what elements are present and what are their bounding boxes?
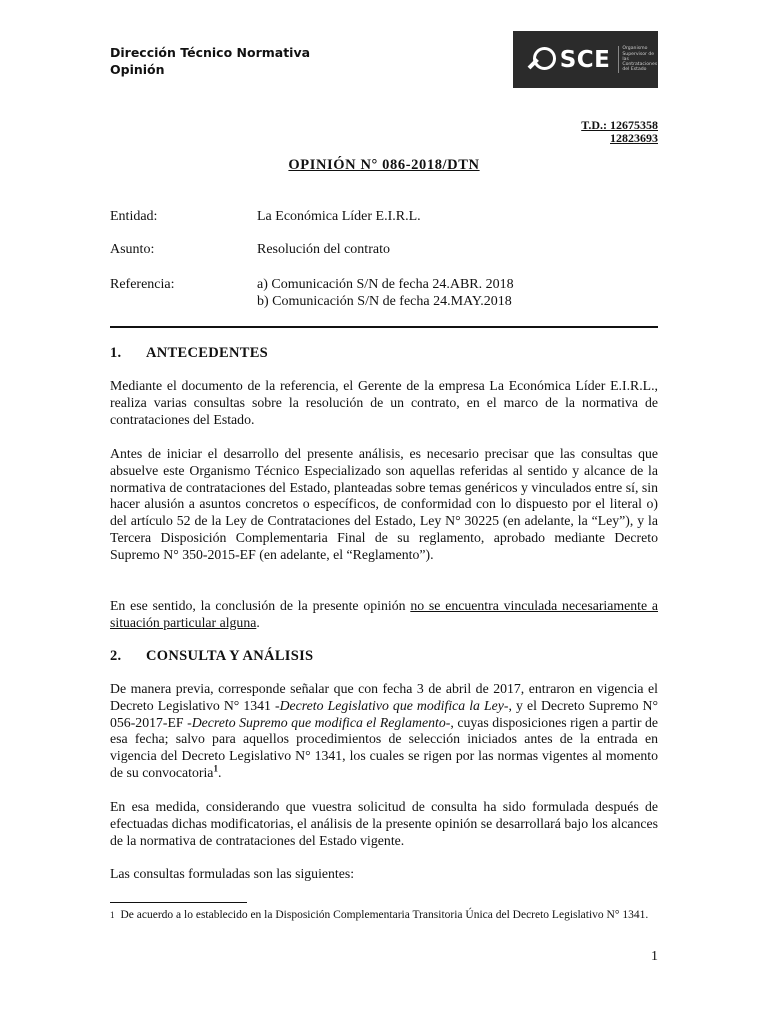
paragraph-3 (110, 598, 658, 632)
section-title: CONSULTA Y ANÁLISIS (146, 648, 314, 664)
paragraph-3-underlined: no se encuentra vinculada necesariamente a situación particular alguna (110, 598, 659, 630)
meta-value: b) Comunicación S/N de fecha 24.MAY.2018 (257, 294, 512, 309)
header-unit (110, 44, 310, 78)
unit-subname: Opinión (110, 62, 165, 77)
divider (110, 326, 658, 328)
page-number: 1 (651, 949, 658, 964)
footnote-text: De acuerdo a lo establecido en la Disposición Complementaria Transitoria Única del Decreto Legislativo N° 1341. (120, 909, 649, 921)
paragraph-4-a: De manera previa, corresponde señalar que con fecha 3 de abril de 2017, entraron en vigencia el Decreto Legislativo N° 1341 - (110, 681, 658, 713)
paragraph-4-italic-2: Decreto Supremo que modifica el Reglamento (191, 714, 446, 730)
td-line-2: 12823693 (610, 131, 658, 145)
footnote-number: 1 (110, 910, 115, 920)
logo-word: SCE (559, 46, 611, 73)
paragraph-4-italic-1: Decreto Legislativo que modifica la Ley (279, 697, 504, 713)
magnifier-icon (527, 45, 554, 75)
unit-name: Dirección Técnico Normativa (110, 45, 311, 60)
tramite-numbers (581, 119, 658, 145)
section-heading-2 (110, 648, 313, 665)
section-number: 1. (110, 345, 122, 361)
footnote-divider (110, 902, 247, 903)
paragraph-3-a: En ese sentido, la conclusión de la presente opinión (110, 598, 411, 613)
paragraph-4-c: -, cuyas disposiciones rigen a partir de esa fecha; salvo para aquellos procedimientos de selección iniciados antes de la entrada en vigencia del Decreto Legislativo N° 1341, los cuales se rigen por las normas vigentes al momento de su convocatoria (110, 714, 658, 780)
td-line-1: T.D.: 12675358 (581, 118, 658, 132)
paragraph-5: En esa medida, considerando que vuestra solicitud de consulta ha sido formulada después de efectuadas dichas modificatorias, el análisis de la presente opinión se desarrollará bajo los alcances de la normativa de contrataciones del Estado vigente. (110, 799, 658, 848)
meta-key: Referencia: (110, 277, 175, 292)
paragraph-1: Mediante el documento de la referencia, el Gerente de la empresa La Económica Líder E.I.R.L., realiza varias consultas sobre la resolución de un contrato, en el marco de la normativa de contrataciones del Estado. (110, 378, 658, 427)
section-heading-1 (110, 345, 268, 362)
footnote-ref: 1 (213, 763, 218, 774)
meta-key: Entidad: (110, 209, 158, 224)
paragraph-4-d: . (217, 764, 222, 780)
meta-value: a) Comunicación S/N de fecha 24.ABR. 2018 (257, 277, 514, 292)
paragraph-4 (110, 681, 658, 782)
meta-key: Asunto: (110, 242, 155, 257)
document-title: OPINIÓN N° 086-2018/DTN (288, 157, 480, 173)
paragraph-4-b: -, y el Decreto Supremo N° 056-2017-EF - (110, 697, 659, 730)
paragraph-6: Las consultas formuladas son las siguientes: (110, 866, 355, 881)
osce-logo (513, 31, 658, 88)
section-number: 2. (110, 648, 122, 664)
paragraph-3-b: . (256, 614, 260, 630)
meta-value: Resolución del contrato (257, 242, 390, 257)
logo-tagline: Organismo Supervisor de las Contrataciones del Estado (618, 46, 658, 72)
footnote (110, 908, 658, 923)
meta-value: La Económica Líder E.I.R.L. (257, 209, 421, 224)
paragraph-2: Antes de iniciar el desarrollo del presente análisis, es necesario precisar que las consultas que absuelve este Organismo Técnico Especializado son aquellas referidas al sentido y alcance de la normativa de contrataciones del Estado, planteadas sobre temas genéricos y vinculados entre sí, sin hacer alusión a asuntos concretos o específicos, de conformidad con lo dispuesto por el literal o) del artículo 52 de la Ley de Contrataciones del Estado, Ley N° 30225 (en adelante, la “Ley”), y la Tercera Disposición Complementaria Final de su reglamento, aprobado mediante Decreto Supremo N° 350-2015-EF (en adelante, el “Reglamento”). (110, 446, 658, 562)
section-title: ANTECEDENTES (146, 345, 269, 361)
